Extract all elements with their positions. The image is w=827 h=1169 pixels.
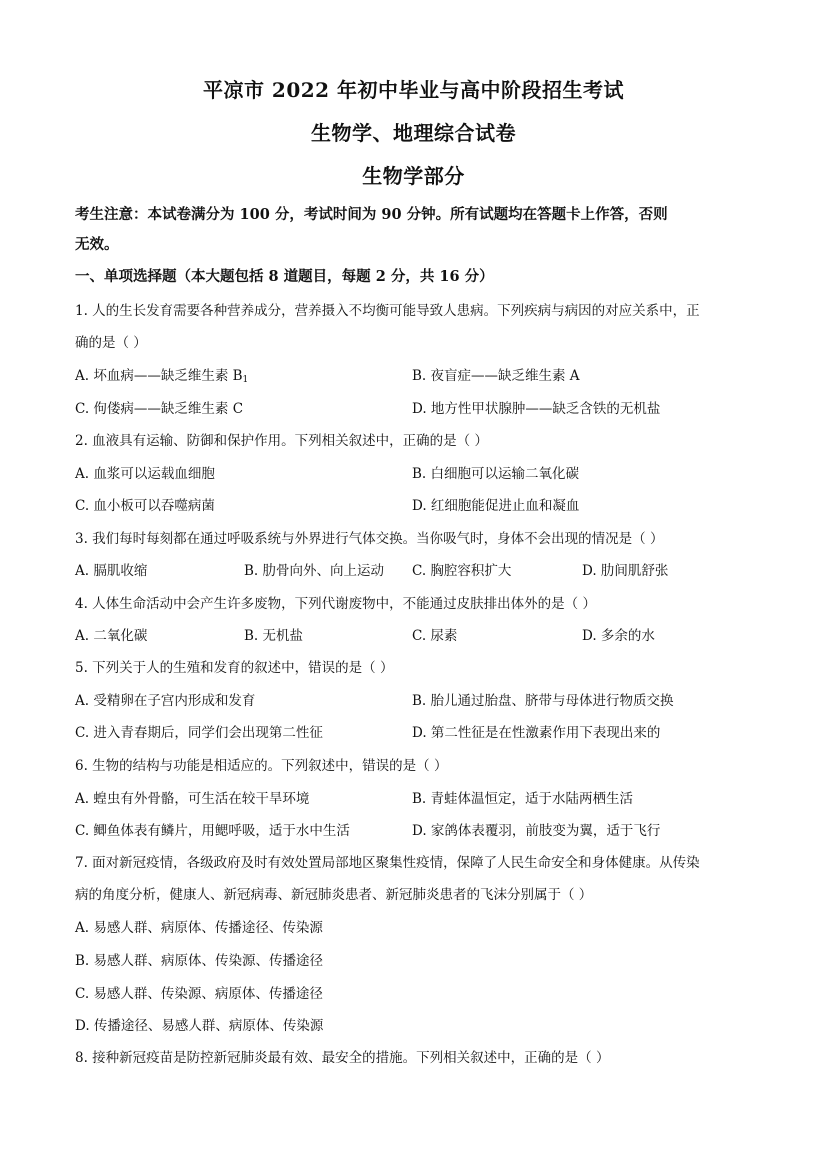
- q1-option-c: C. 佝偻病——缺乏维生素 C: [75, 401, 244, 417]
- q1-option-d: D. 地方性甲状腺肿——缺乏含铁的无机盐: [412, 401, 661, 417]
- q3-option-a: A. 膈肌收缩: [75, 563, 148, 579]
- q5-option-c: C. 进入青春期后，同学们会出现第二性征: [75, 725, 323, 741]
- q2-option-b: B. 白细胞可以运输二氧化碳: [412, 466, 580, 482]
- section-title: 生物学部分: [362, 164, 465, 188]
- exam-title: 平凉市 2022 年初中毕业与高中阶段招生考试: [202, 78, 625, 102]
- question-2-stem: 2. 血液具有运输、防御和保护作用。下列相关叙述中，正确的是（ ）: [75, 433, 488, 449]
- question-1-stem-cont: 确的是（ ）: [75, 335, 147, 351]
- q5-option-d: D. 第二性征是在性激素作用下表现出来的: [412, 725, 661, 741]
- question-8-stem: 8. 接种新冠疫苗是防控新冠肺炎最有效、最安全的措施。下列相关叙述中，正确的是（ ）: [75, 1050, 610, 1066]
- q2-option-a: A. 血浆可以运载血细胞: [75, 466, 215, 482]
- question-7-stem: 7. 面对新冠疫情，各级政府及时有效处置局部地区聚集性疫情，保障了人民生命安全和身体健康。从传染: [75, 855, 700, 871]
- q2-option-c: C. 血小板可以吞噬病菌: [75, 498, 215, 514]
- q4-option-b: B. 无机盐: [244, 628, 304, 644]
- q3-option-c: C. 胸腔容积扩大: [412, 563, 512, 579]
- question-1-stem: 1. 人的生长发育需要各种营养成分，营养摄入不均衡可能导致人患病。下列疾病与病因的对应关系中，正: [75, 303, 700, 319]
- question-3-stem: 3. 我们每时每刻都在通过呼吸系统与外界进行气体交换。当你吸气时，身体不会出现的情况是（ ）: [75, 531, 664, 547]
- q7-option-b: B. 易感人群、病原体、传染源、传播途径: [75, 953, 324, 969]
- q7-option-d: D. 传播途径、易感人群、病原体、传染源: [75, 1018, 324, 1034]
- notice-line-1: 考生注意：本试卷满分为 100 分，考试时间为 90 分钟。所有试题均在答题卡上作答，否则: [75, 206, 668, 223]
- q3-option-b: B. 肋骨向外、向上运动: [244, 563, 385, 579]
- q6-option-b: B. 青蛙体温恒定，适于水陆两栖生活: [412, 791, 634, 807]
- q6-option-c: C. 鲫鱼体表有鳞片，用鳃呼吸，适于水中生活: [75, 823, 350, 839]
- q5-option-b: B. 胎儿通过胎盘、脐带与母体进行物质交换: [412, 693, 674, 709]
- q4-option-d: D. 多余的水: [582, 628, 655, 644]
- q7-option-a: A. 易感人群、病原体、传播途径、传染源: [75, 920, 323, 936]
- section-heading: 一、单项选择题（本大题包括 8 道题目，每题 2 分，共 16 分）: [75, 268, 494, 285]
- q4-option-a: A. 二氧化碳: [75, 628, 148, 644]
- question-5-stem: 5. 下列关于人的生殖和发育的叙述中，错误的是（ ）: [75, 660, 394, 676]
- q1-option-a: A. 坏血病——缺乏维生素 $B_1$: [75, 368, 249, 385]
- q4-option-c: C. 尿素: [412, 628, 458, 644]
- paper-subtitle: 生物学、地理综合试卷: [311, 121, 516, 145]
- q6-option-a: A. 蝗虫有外骨骼，可生活在较干旱环境: [75, 791, 310, 807]
- q6-option-d: D. 家鸽体表覆羽，前肢变为翼，适于飞行: [412, 823, 661, 839]
- question-6-stem: 6. 生物的结构与功能是相适应的。下列叙述中，错误的是（ ）: [75, 758, 448, 774]
- q1-option-b: B. 夜盲症——缺乏维生素 A: [412, 368, 580, 384]
- q3-option-d: D. 肋间肌舒张: [582, 563, 669, 579]
- notice-line-2: 无效。: [75, 236, 119, 253]
- q5-option-a: A. 受精卵在子宫内形成和发育: [75, 693, 256, 709]
- q7-option-c: C. 易感人群、传染源、病原体、传播途径: [75, 986, 323, 1002]
- question-7-stem-cont: 病的角度分析，健康人、新冠病毒、新冠肺炎患者、新冠肺炎患者的飞沫分别属于（ ）: [75, 887, 593, 903]
- q2-option-d: D. 红细胞能促进止血和凝血: [412, 498, 580, 514]
- question-4-stem: 4. 人体生命活动中会产生许多废物，下列代谢废物中，不能通过皮肤排出体外的是（ ）: [75, 596, 596, 612]
